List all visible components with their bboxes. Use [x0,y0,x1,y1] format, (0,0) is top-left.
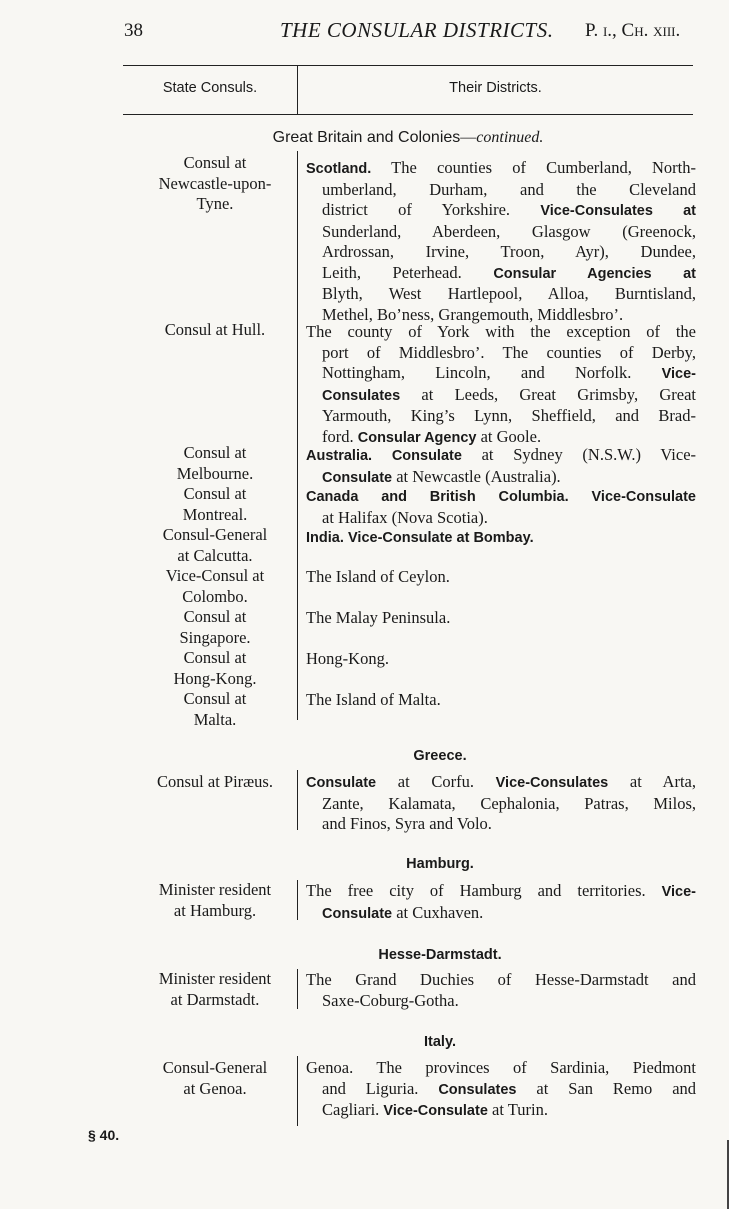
district-italy [306,1058,696,1122]
label-india: India. [306,530,344,546]
consul-melbourne [140,443,290,484]
label-vice: Vice- [661,366,696,382]
text: port of Middlesbro’. The counties of Derby, [322,342,696,362]
label-consulate: Consulate [322,469,393,486]
text: at Turin. [487,1100,548,1119]
text: and [672,1078,697,1098]
label-consulate: Consulate [322,905,393,922]
running-title: THE CONSULAR DISTRICTS. [280,18,554,42]
section-heading-hamburg: Hamburg. [406,856,474,872]
text: at Leeds, Great Grimsby, Great [400,384,696,404]
label-consular-agency: Consular Agency [357,429,477,446]
text: at Corfu. [376,772,474,791]
label-vice-consulate: Vice-Consulate [383,1103,488,1119]
text: at Sydney (N.S.W.) Vice- [461,445,697,464]
consul-line: Consul at [183,648,247,667]
text: Genoa. The provinces of Sardinia, Piedmont [306,1058,696,1077]
text: Methel, Bo’ness, Grangemouth, Middlesbro’. [322,304,624,324]
consul-line: Newcastle-upon- [158,173,272,193]
text: Yarmouth, King’s Lynn, Sheffield, and Brad- [322,406,696,425]
consul-line: Consul at [183,153,247,172]
consul-piraeus [140,772,290,793]
consul-colombo [140,566,290,607]
part-chapter-ref: P. i., Ch. xiii. [585,20,681,41]
text: at San Remo [516,1078,653,1098]
hamburg-divider [297,880,298,920]
consul-newcastle [140,153,290,215]
consul-hamburg [140,880,290,921]
consul-line: Malta. [193,709,237,729]
label-vice-consulate: Vice-Consulate [591,489,696,505]
consul-line: at Hamburg. [173,900,257,920]
consul-line: Consul at Hull. [164,320,266,339]
hesse-divider [297,969,298,1009]
consul-line: at Genoa. [183,1078,247,1098]
consul-line: Hong-Kong. [173,668,257,688]
text: at Goole. [476,426,542,446]
column-header-consuls: State Consuls. [162,80,258,96]
text: umberland, Durham, and the Cleveland [322,179,696,199]
district-hull [306,322,696,448]
text: The free city of Hamburg and territories. [306,881,646,900]
section-heading-hesse: Hesse-Darmstadt. [378,947,502,963]
section-heading-greece: Greece. [413,748,467,764]
consul-line: Consul at [183,607,247,626]
text: Blyth, West Hartlepool, Alloa, Burntisland, [322,284,696,303]
consul-line: Consul-General [162,525,268,544]
text: and Liguria. [322,1078,419,1098]
label-consular-agencies: Consular Agencies at [493,265,696,282]
italy-divider [297,1056,298,1126]
district-montreal [306,486,696,528]
consul-calcutta [140,525,290,566]
heading-continued: continued. [476,129,544,146]
text: and Finos, Syra and Volo. [322,814,492,833]
label-canada: Canada and British Columbia. [306,489,569,505]
label-consulates: Consulates [438,1081,517,1098]
text: The Grand Duchies of Hesse-Darmstadt and [306,970,696,989]
consul-montreal [140,484,290,525]
consul-line: Consul-General [162,1058,268,1077]
text: at Halifax (Nova Scotia). [322,507,488,527]
text: The county of York with the exception of the [306,322,696,341]
text: at Bombay. [452,530,534,546]
district-greece [306,772,696,835]
text: at Cuxhaven. [392,902,484,922]
heading-dash: — [460,129,477,146]
text: Sunderland, Aberdeen, Glasgow (Greenock, [322,221,696,241]
consul-singapore [140,607,290,648]
text: at Arta, [608,772,696,791]
label-australia: Australia. [306,448,373,464]
consul-line: Tyne. [196,194,234,213]
header-bottom-rule [123,114,693,115]
consul-line: Minister resident [158,969,272,988]
label-consulate: Consulate [306,775,377,791]
consul-hull [140,320,290,341]
consul-line: at Calcutta. [177,545,253,565]
section-heading-great-britain [123,129,693,147]
consul-hongkong [140,648,290,689]
label-scotland: Scotland. [306,161,372,177]
consul-malta [140,689,290,730]
label-vice-consulate: Vice-Consulate [348,530,453,546]
column-header-districts: Their Districts. [449,80,542,96]
district-melbourne [306,445,696,488]
district-hamburg [306,881,696,924]
consul-darmstadt [140,969,290,1010]
consul-line: Minister resident [158,880,272,899]
consul-line: Melbourne. [176,463,254,483]
text: ford. [322,426,354,446]
text: Zante, Kalamata, Cephalonia, Patras, Milos, [322,793,696,813]
text: Saxe-Coburg-Gotha. [322,990,459,1010]
label-vice-consulates: Vice-Consulates at [540,203,696,219]
text: district of Yorkshire. [322,200,511,219]
consul-line: Consul at [183,484,247,503]
label-vice-consulates: Vice-Consulates [495,775,609,791]
label-vice: Vice- [661,884,697,900]
gb-divider [297,151,298,720]
top-rule [123,65,693,66]
district-malta: The Island of Malta. [306,690,441,709]
text: Cagliari. [322,1100,380,1119]
consul-line: Singapore. [179,627,251,647]
consul-line: Consul at [183,443,247,462]
district-singapore: The Malay Peninsula. [306,608,451,627]
section-mark: § 40. [88,1127,120,1143]
district-hesse [306,970,696,1011]
label-consulate: Consulate [391,448,462,464]
text: at Newcastle (Australia). [392,466,561,486]
greece-divider [297,770,298,830]
consul-line: Montreal. [182,504,248,524]
consul-line: Colombo. [182,586,248,606]
consul-line: Vice-Consul at [165,566,265,585]
district-calcutta [306,527,696,549]
text: Ardrossan, Irvine, Troon, Ayr), Dundee, [322,242,696,261]
heading-main: Great Britain and Colonies [272,129,461,146]
text: Leith, Peterhead. [322,262,462,282]
label-consulates: Consulates [322,387,401,404]
text: The counties of Cumberland, North- [371,158,696,177]
consul-line: at Darmstadt. [170,989,260,1009]
consul-line: Consul at [183,689,247,708]
section-heading-italy: Italy. [424,1034,456,1050]
consul-line: Consul at Piræus. [157,772,273,791]
consul-genoa [140,1058,290,1099]
district-newcastle [306,158,696,325]
page-number: 38 [124,20,143,41]
text: Nottingham, Lincoln, and Norfolk. [322,363,632,382]
district-hongkong: Hong-Kong. [306,649,389,668]
district-colombo: The Island of Ceylon. [306,567,450,586]
